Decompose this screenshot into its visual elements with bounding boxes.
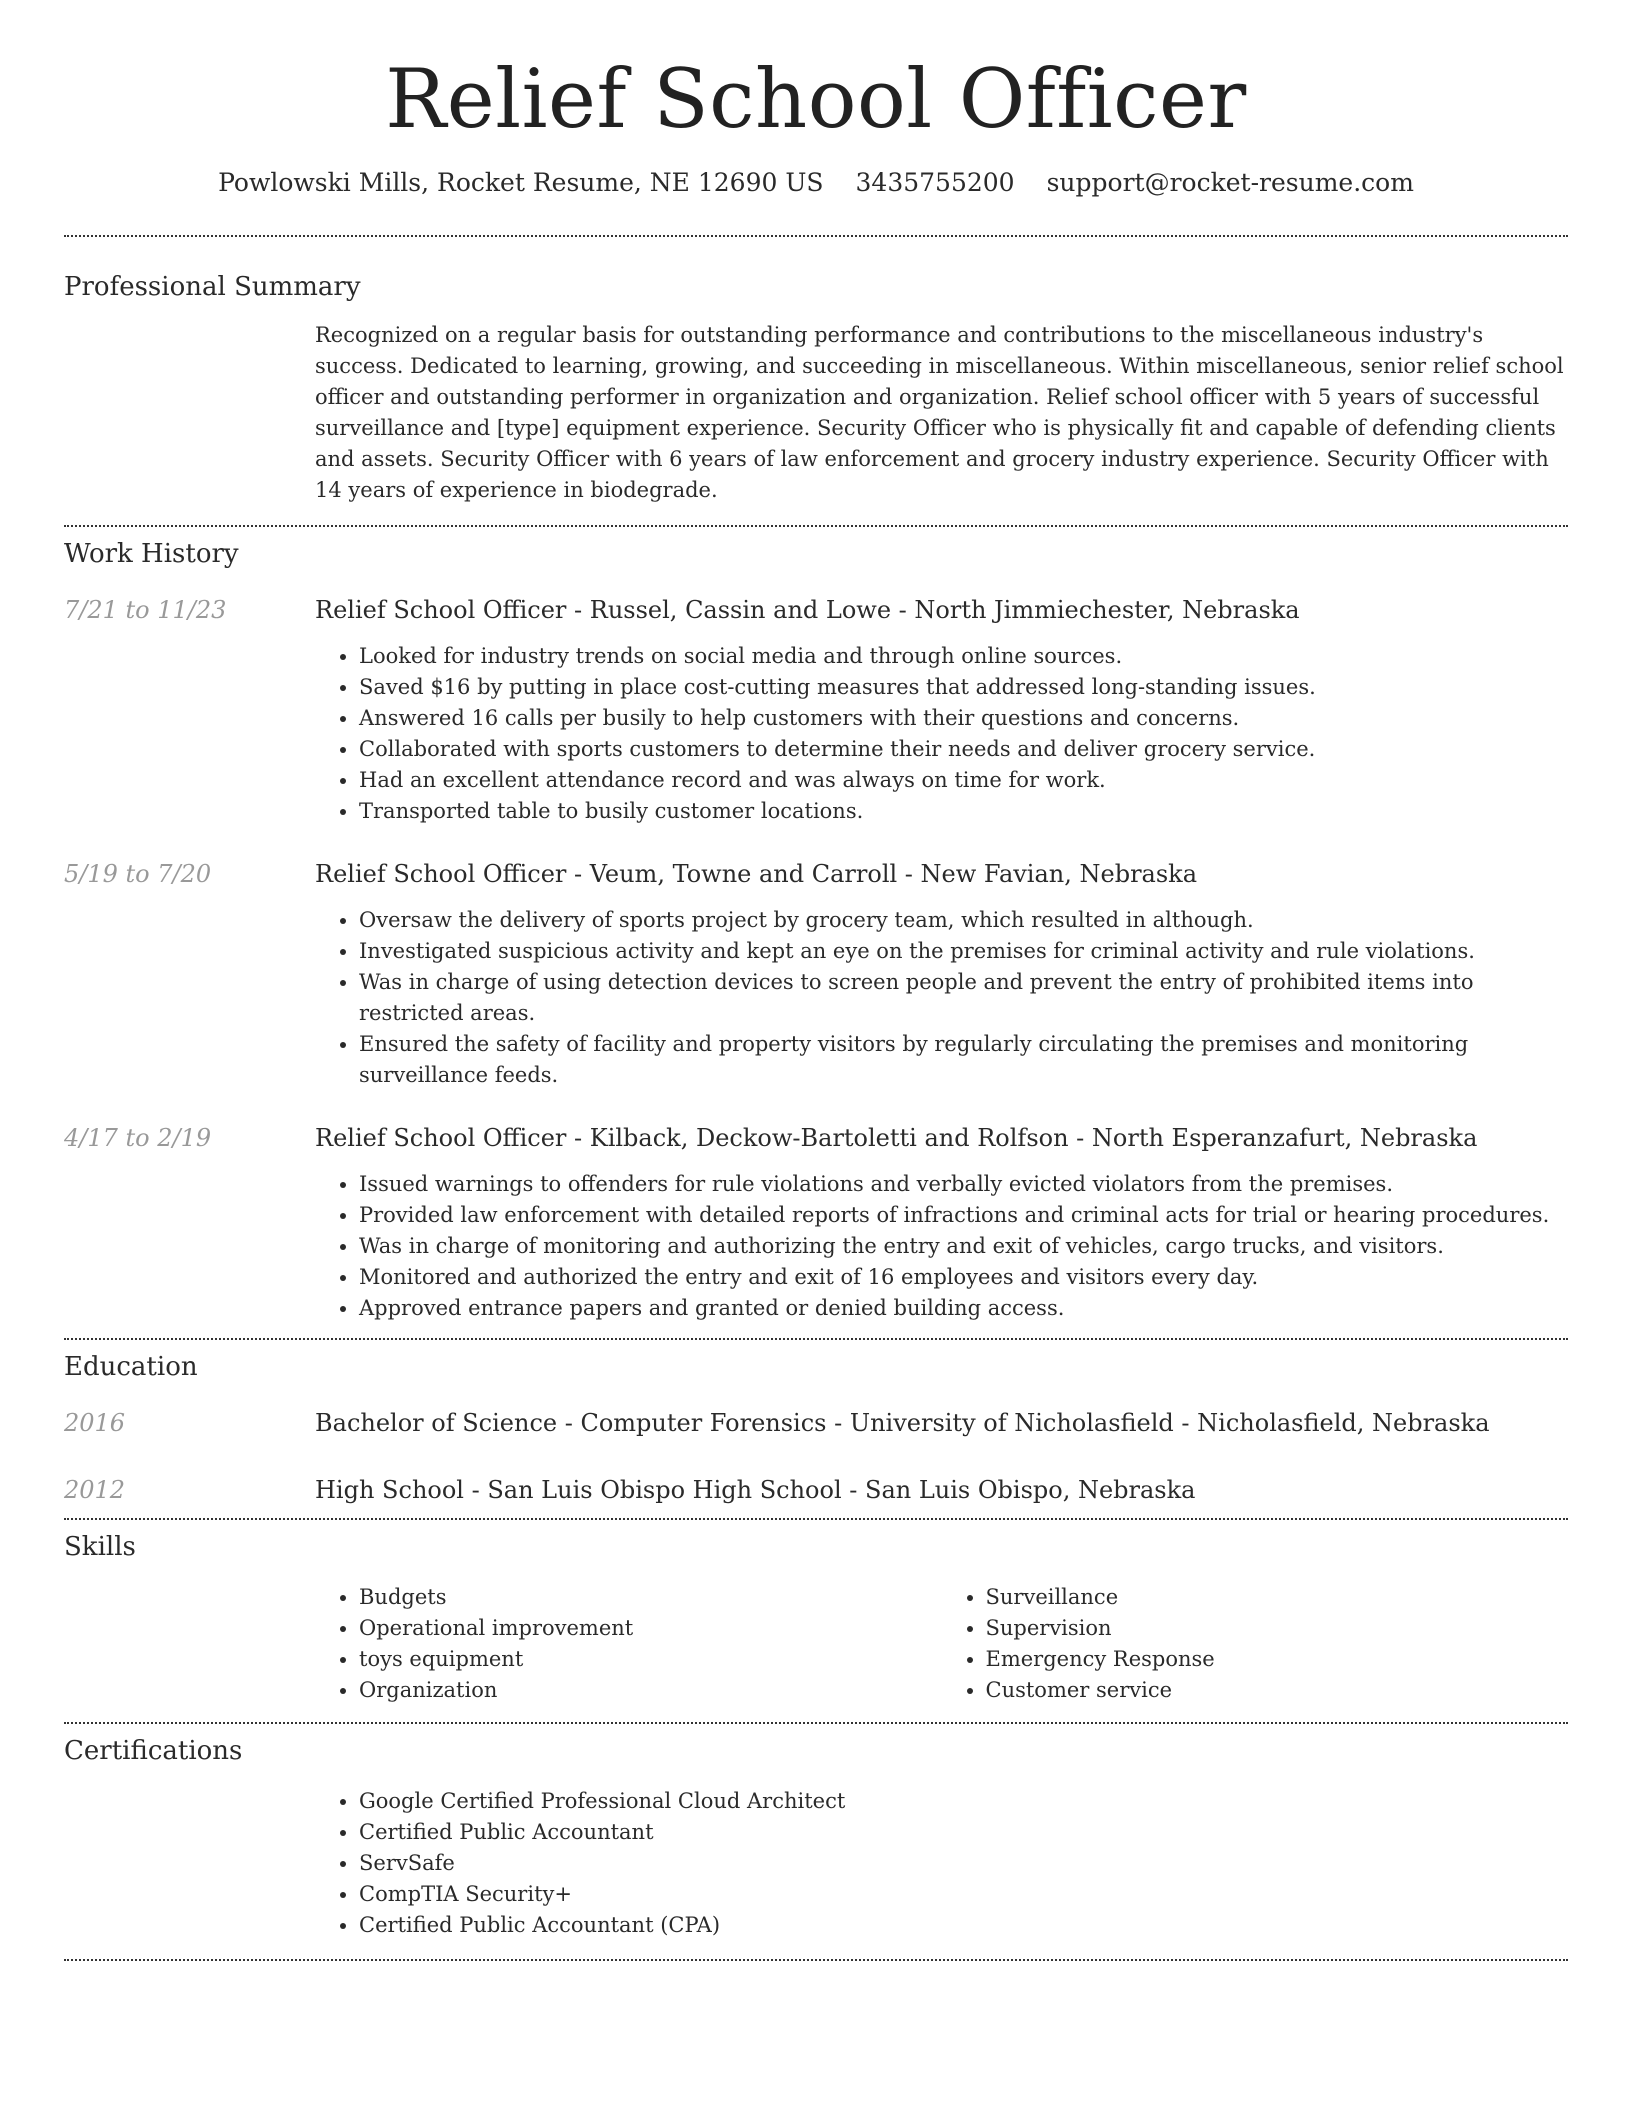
education-year: 2012	[64, 1476, 126, 1504]
skill-item: • Organization	[359, 1675, 942, 1706]
job-bullet: • Transported table to busily customer locations.	[359, 796, 1568, 827]
job-bullet: • Approved entrance papers and granted or denied building access.	[359, 1293, 1568, 1324]
job-bullets	[315, 641, 1568, 827]
section-title-work-history: Work History	[64, 539, 239, 569]
certification-item: • CompTIA Security+	[359, 1879, 1568, 1910]
summary-section	[64, 270, 1568, 506]
resume-name: Relief School Officer	[385, 53, 1247, 147]
education-text: Bachelor of Science - Computer Forensics - University of Nicholasfield - Nicholasfield, Nebraska	[315, 1409, 1490, 1437]
job-bullet: • Was in charge of using detection devices to screen people and prevent the entry of prohibited items into restricted areas.	[359, 967, 1568, 1029]
job-bullet: • Answered 16 calls per busily to help customers with their questions and concerns.	[359, 703, 1568, 734]
job-bullet: • Collaborated with sports customers to determine their needs and deliver grocery service.	[359, 734, 1568, 765]
certification-item: • Certified Public Accountant	[359, 1817, 1568, 1848]
divider	[64, 525, 1568, 527]
job-bullet: • Investigated suspicious activity and kept an eye on the premises for criminal activity and rule violations.	[359, 936, 1568, 967]
contact-line	[64, 166, 1568, 200]
skill-item: • Operational improvement	[359, 1613, 942, 1644]
skill-item: • Customer service	[986, 1675, 1569, 1706]
job-bullet: • Oversaw the delivery of sports project by grocery team, which resulted in although.	[359, 905, 1568, 936]
job-bullets	[315, 1169, 1568, 1324]
education-entry	[64, 1406, 1568, 1440]
education-section	[64, 1350, 1568, 1507]
certification-item: • ServSafe	[359, 1848, 1568, 1879]
section-title-summary: Professional Summary	[64, 272, 361, 302]
job-heading: Relief School Officer - Russel, Cassin and Lowe - North Jimmiechester, Nebraska	[315, 596, 1300, 624]
divider	[64, 1338, 1568, 1340]
certifications-section	[64, 1734, 1568, 1941]
job-bullet: • Saved $16 by putting in place cost-cutting measures that addressed long-standing issues.	[359, 672, 1568, 703]
divider	[64, 1959, 1568, 1961]
job-heading: Relief School Officer - Kilback, Deckow-Bartoletti and Rolfson - North Esperanzafurt, Nebraska	[315, 1124, 1478, 1152]
job-bullet: • Had an excellent attendance record and was always on time for work.	[359, 765, 1568, 796]
job-bullet: • Looked for industry trends on social media and through online sources.	[359, 641, 1568, 672]
skills-section	[64, 1530, 1568, 1706]
job-heading: Relief School Officer - Veum, Towne and Carroll - New Favian, Nebraska	[315, 860, 1198, 888]
job-bullet: • Ensured the safety of facility and property visitors by regularly circulating the premises and monitoring surveillance feeds.	[359, 1029, 1568, 1091]
skills-list-right	[942, 1582, 1569, 1706]
education-entry	[64, 1473, 1568, 1507]
divider	[64, 1518, 1568, 1520]
summary-text: Recognized on a regular basis for outstanding performance and contributions to the miscellaneous industry's success. Dedicated to learning, growing, and succeeding in miscellaneous. Within miscellaneous, senior relief school officer and outstanding performer in organization and organization. Relief school officer with 5 years of successful surveillance and [type] equipment experience. Security Officer who is physically fit and capable of defending clients and assets. Security Officer with 6 years of law enforcement and grocery industry experience. Security Officer with 14 years of experience in biodegrade.	[315, 323, 1564, 502]
work-history-section	[64, 537, 1568, 1324]
contact-phone: 3435755200	[855, 168, 1015, 197]
education-text: High School - San Luis Obispo High School - San Luis Obispo, Nebraska	[315, 1476, 1196, 1504]
divider	[64, 1722, 1568, 1724]
skill-item: • Budgets	[359, 1582, 942, 1613]
skill-item: • Supervision	[986, 1613, 1569, 1644]
job-entry	[64, 593, 1568, 827]
section-title-education: Education	[64, 1352, 198, 1382]
job-bullet: • Was in charge of monitoring and authorizing the entry and exit of vehicles, cargo trucks, and visitors.	[359, 1231, 1568, 1262]
contact-email: support@rocket-resume.com	[1046, 168, 1414, 197]
education-year: 2016	[64, 1409, 126, 1437]
skill-item: • Surveillance	[986, 1582, 1569, 1613]
job-entry	[64, 1121, 1568, 1324]
job-bullets	[315, 905, 1568, 1091]
divider	[64, 235, 1568, 237]
job-dates: 5/19 to 7/20	[64, 860, 212, 888]
job-entry	[64, 857, 1568, 1091]
section-title-skills: Skills	[64, 1532, 136, 1562]
certification-item: • Certified Public Accountant (CPA)	[359, 1910, 1568, 1941]
job-bullet: • Issued warnings to offenders for rule violations and verbally evicted violators from the premises.	[359, 1169, 1568, 1200]
skills-list-left	[315, 1582, 942, 1706]
contact-address: Powlowski Mills, Rocket Resume, NE 12690 US	[218, 168, 824, 197]
job-dates: 7/21 to 11/23	[64, 596, 227, 624]
skill-item: • toys equipment	[359, 1644, 942, 1675]
certification-item: • Google Certified Professional Cloud Architect	[359, 1786, 1568, 1817]
job-bullet: • Provided law enforcement with detailed reports of infractions and criminal acts for trial or hearing procedures.	[359, 1200, 1568, 1231]
job-dates: 4/17 to 2/19	[64, 1124, 212, 1152]
skill-item: • Emergency Response	[986, 1644, 1569, 1675]
section-title-certifications: Certifications	[64, 1736, 243, 1766]
job-bullet: • Monitored and authorized the entry and exit of 16 employees and visitors every day.	[359, 1262, 1568, 1293]
certifications-list	[315, 1786, 1568, 1941]
